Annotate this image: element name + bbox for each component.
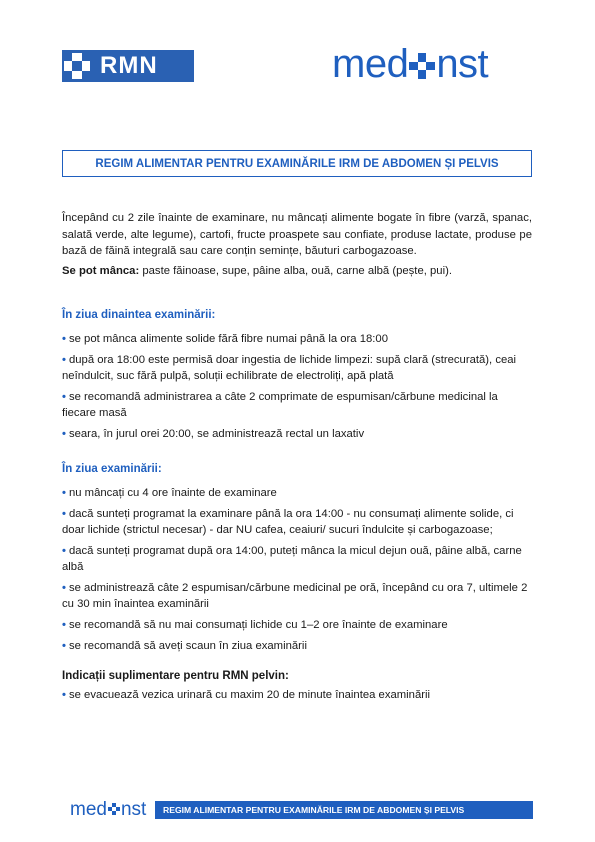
footer-logo: med nst: [70, 799, 147, 820]
allowed-label: Se pot mânca:: [62, 265, 140, 277]
footer-title: REGIM ALIMENTAR PENTRU EXAMINĂRILE IRM DE ABDOMEN ȘI PELVIS: [163, 805, 465, 815]
section-exam-day-heading: În ziua examinării:: [62, 463, 162, 475]
section-pelvis-heading: Indicații suplimentare pentru RMN pelvin:: [62, 670, 289, 682]
list-item: • se administrează câte 2 espumisan/cărbune medicinal pe oră, începând cu ora 7, ultimele 2 cu 30 min înaintea examinării: [62, 582, 528, 610]
list-item: • se recomandă să aveți scaun în ziua examinării: [62, 640, 307, 652]
medinst-logo-left: med: [332, 42, 409, 86]
list-item: • se pot mânca alimente solide fără fibre numai până la ora 18:00: [62, 333, 388, 345]
list-item: • dacă sunteți programat după ora 14:00, puteți mânca la micul dejun ouă, pâine albă, carne albă: [62, 545, 522, 573]
rmn-cross-icon: [62, 50, 92, 82]
list-item: • se recomandă administrarea a câte 2 comprimate de espumisan/cărbune medicinal la fiecare masă: [62, 391, 498, 419]
intro-paragraph: Începând cu 2 zile înainte de examinare, nu mâncați alimente bogate în fibre (varză, spanac, salată verde, alte legume), cartofi, fructe proaspete sau confiate, produse lactate, produse pe bază de făină integrală sau care conțin semințe, băuturi carbogazoase.: [62, 212, 532, 257]
document-title-box: [62, 150, 532, 177]
list-item: • seara, în jurul orei 20:00, se administrează rectal un laxativ: [62, 428, 365, 440]
allowed-text: paste făinoase, supe, pâine alba, ouă, carne albă (pește, pui).: [139, 265, 452, 277]
list-item: • se evacuează vezica urinară cu maxim 20 de minute înaintea examinării: [62, 689, 431, 701]
list-item: • după ora 18:00 este permisă doar ingestia de lichide limpezi: supă clară (strecurată), ceai neîndulcit, suc fără pulpă, soluții echilibrate de electroliți, apă plată: [62, 354, 517, 382]
medinst-logo-right: nst: [436, 42, 489, 86]
footer-plus-icon: [108, 803, 120, 815]
section-day-before-heading: În ziua dinaintea examinării:: [62, 309, 216, 321]
footer-title-bar: [155, 801, 533, 819]
rmn-logo: [62, 50, 194, 82]
section-pelvis-list: [62, 687, 534, 708]
allowed-foods: [62, 263, 532, 280]
section-day-before-list: [62, 331, 534, 447]
list-item: • se recomandă să nu mai consumați lichide cu 1–2 ore înainte de examinare: [62, 619, 448, 631]
list-item: • nu mâncați cu 4 ore înainte de examinare: [62, 487, 277, 499]
list-item: • dacă sunteți programat la examinare până la ora 14:00 - nu consumați alimente solide, ci doar lichide (strictul necesar) - dar NU cafea, ceaiuri/ sucuri îndulcite și carbogazoase;: [62, 508, 514, 536]
section-exam-day-list: [62, 485, 534, 659]
medinst-logo: [332, 44, 488, 84]
document-title: REGIM ALIMENTAR PENTRU EXAMINĂRILE IRM DE ABDOMEN ȘI PELVIS: [95, 157, 499, 170]
rmn-logo-text: RMN: [100, 52, 158, 79]
medinst-plus-icon: [409, 53, 435, 79]
